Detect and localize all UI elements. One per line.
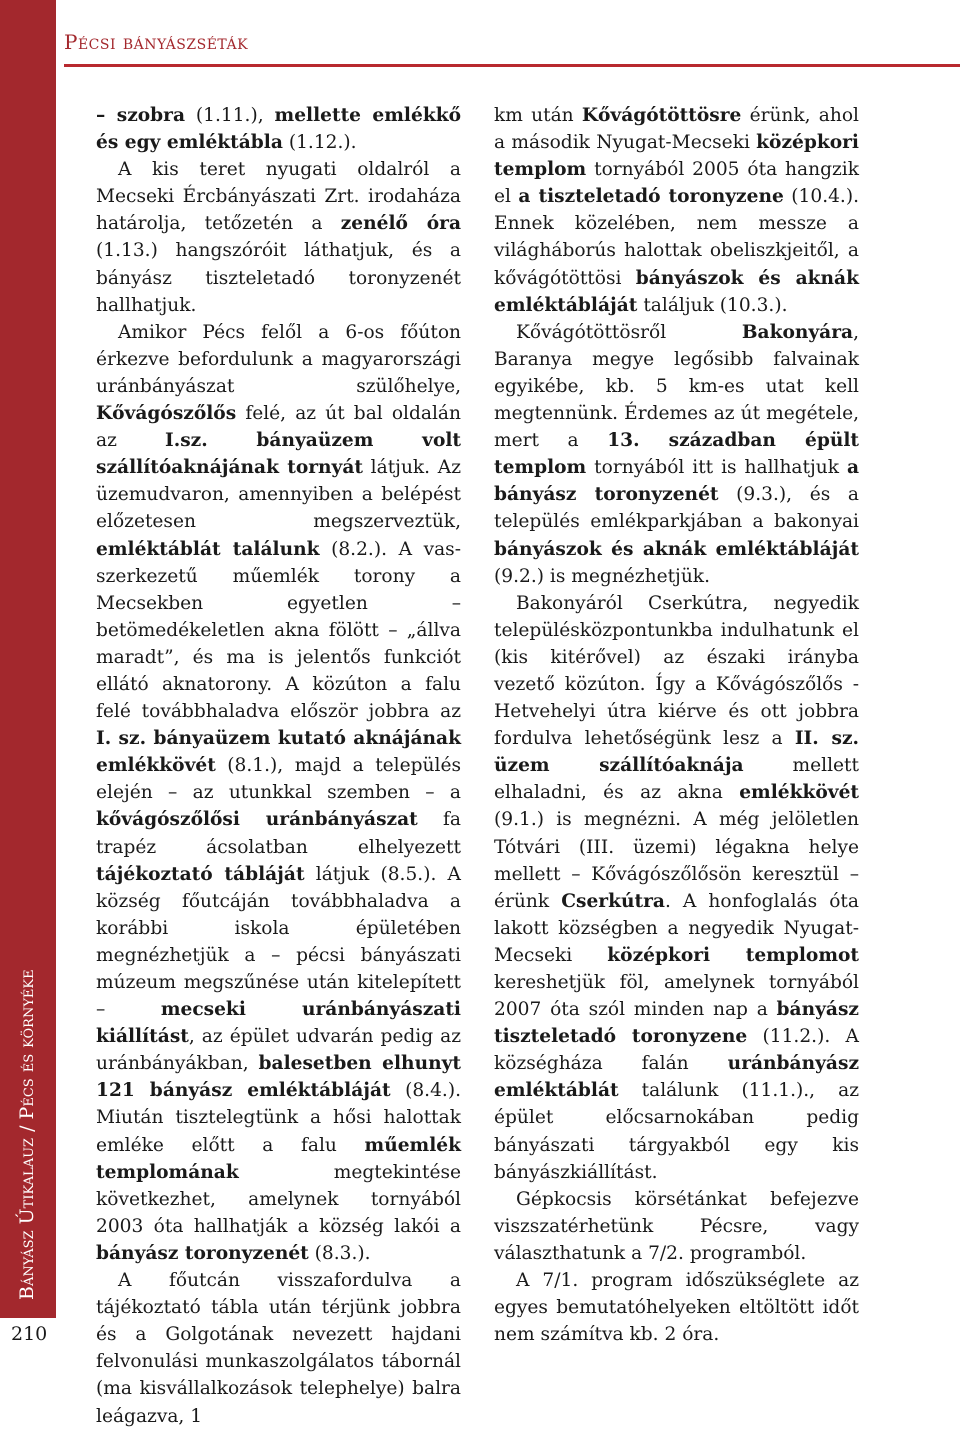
header-rule bbox=[64, 64, 960, 67]
text-run: (9.1.) is megnézni. A még jelöletlen Tótvári (III. üzemi) légakna helye mellett – Kővágószőlősön keresztül – érünk bbox=[494, 809, 859, 912]
bold-text: bányászok és aknák emléktábláját bbox=[494, 267, 859, 316]
paragraph bbox=[494, 590, 859, 1186]
text-run: Kővágótöttösről bbox=[516, 321, 742, 343]
text-run: (8.1.), majd a település elején – az utunkkal szemben – a bbox=[96, 755, 461, 804]
bold-text: a tiszteletadó toronyzene bbox=[518, 186, 784, 208]
text-run: látjuk. Az üzemudvaron, amennyiben a belépést előzetesen megszerveztük, bbox=[96, 457, 462, 533]
right-column bbox=[494, 102, 859, 1348]
text-run: (1.11.), bbox=[185, 105, 275, 126]
bold-text: mecseki uránbányászati kiállítást bbox=[96, 999, 461, 1048]
text-run: felé, az út bal oldalán az bbox=[96, 403, 461, 452]
bold-text: uránbányász emléktáblát bbox=[494, 1053, 859, 1102]
bold-text: a bányász toronyzenét bbox=[494, 457, 859, 506]
bold-text: tájékoztató tábláját bbox=[96, 863, 305, 885]
text-run: , Baranya megye legősibb falvainak egyikébe, kb. 5 km-es utat kell megtennünk. Érdemes az út megétele, mert a bbox=[494, 321, 859, 452]
sidebar-title: Bányász Útikalauz / Pécs és környéke bbox=[16, 969, 38, 1300]
bold-text: I.sz. bányaüzem volt szállítóaknájának tornyát bbox=[96, 430, 462, 479]
paragraph bbox=[96, 156, 461, 319]
bold-text: Bakonyára bbox=[741, 321, 854, 343]
text-run: mellett elhaladni, és az akna bbox=[494, 755, 859, 804]
left-column bbox=[96, 102, 461, 1430]
paragraph bbox=[96, 319, 461, 1267]
bold-text: balesetben elhunyt 121 bányász emléktábláját bbox=[96, 1053, 461, 1102]
text-run: Amikor Pécs felől a 6-os főúton érkezve befordulunk a magyarországi uránbányászat szülőhelye, bbox=[96, 321, 461, 397]
text-run: (11.2.). A községháza falán bbox=[494, 1026, 859, 1075]
text-run: tornyából itt is hallhatjuk bbox=[586, 457, 847, 479]
bold-text: műemlék templomának bbox=[96, 1134, 461, 1183]
bold-text: középkori templom bbox=[494, 132, 859, 181]
paragraph bbox=[494, 319, 859, 590]
paragraph bbox=[494, 1186, 859, 1267]
text-run: megtekintése következhet, amelynek tornyából 2003 óta hallhatják a község lakói a bbox=[96, 1161, 461, 1237]
bold-text: Cserkútra bbox=[561, 890, 665, 912]
text-run: Bakonyáról Cserkútra, negyedik településközpontunkba indulhatunk el (kis kitérővel) az északi irányba vezető közúton. Így a Kővágószőlős - Hetvehelyi útra kiérve és ott jobbra fordulva lehetőségünk lesz a bbox=[494, 592, 859, 750]
bold-text: középkori templomot bbox=[607, 944, 859, 966]
text-run: tornyából 2005 óta hangzik el bbox=[494, 159, 859, 208]
text-run: A 7/1. program időszükséglete az egyes bemutatóhelyeken eltöltött időt nem számítva kb. 2 óra. bbox=[494, 1270, 859, 1346]
bold-text: bányászok és aknák emléktábláját bbox=[494, 538, 859, 560]
text-run: találjuk (10.3.). bbox=[637, 294, 788, 316]
page-number: 210 bbox=[11, 1323, 48, 1345]
text-run: A főutcán visszafordulva a tájékoztató tábla után térjünk jobbra és a Golgotának nevezett hajdani felvonulási munkaszolgálatos tábornál (ma kisvállalkozások telephelye) balra leágazva, 1 bbox=[96, 1270, 461, 1427]
bold-text: II. sz. üzem szállítóaknája bbox=[494, 728, 860, 777]
bold-text: bányász toronyzenét bbox=[96, 1242, 309, 1264]
bold-text: bányász tiszteletadó toronyzene bbox=[494, 999, 859, 1048]
text-run: látjuk (8.5.). A község főutcáján továbbhaladva a korábbi iskola épületében megnézhetjük a – pécsi bányászati múzeum megszűnése után kitelepített – bbox=[96, 863, 461, 1021]
text-run: fa trapéz ácsolatban elhelyezett bbox=[96, 809, 461, 858]
text-run: (8.3.). bbox=[308, 1242, 371, 1264]
paragraph bbox=[494, 102, 859, 319]
bold-text: 13. században épült templom bbox=[494, 430, 860, 479]
text-run: , az épület udvarán pedig az uránbányákban, bbox=[96, 1026, 461, 1075]
bold-text: Kővágótöttösre bbox=[581, 105, 742, 126]
text-run: (9.2.) is megnézhetjük. bbox=[494, 565, 710, 587]
text-run: (8.2.). A vas-szerkezetű műemlék torony a Mecsekben egyetlen – betömedékeletlen akna fölött – „állva maradt”, és ma is jelentős funkciót ellátó aknatorony. A közúton a falu felé továbbhaladva először jobbra az bbox=[96, 538, 461, 723]
text-run: (9.3.), és a település emlékparkjában a bakonyai bbox=[494, 484, 859, 533]
bold-text: emléktáblát találunk bbox=[96, 538, 320, 560]
paragraph bbox=[494, 1267, 859, 1348]
paragraph bbox=[96, 1267, 461, 1430]
text-run: (1.13.) hangszóróit láthatjuk, és a bányász tiszteletadó toronyzenét hallhatjuk. bbox=[96, 240, 461, 316]
text-run: (8.4.). Miután tisztelegtünk a hősi halottak emléke előtt a falu bbox=[96, 1080, 461, 1156]
bold-text: Kővágószőlős bbox=[96, 403, 237, 425]
text-run: Gépkocsis körsétánkat befejezve viszszatérhetünk Pécsre, vagy választhatunk a 7/2. programból. bbox=[494, 1188, 859, 1264]
bold-text: kővágószőlősi uránbányászat bbox=[96, 809, 418, 831]
text-run: kereshetjük föl, amelynek tornyából 2007 óta szól minden nap a bbox=[494, 972, 859, 1021]
bold-text: I. sz. bányaüzem kutató aknájának emlékkövét bbox=[96, 728, 461, 777]
running-header: Pécsi bányászséták bbox=[64, 30, 249, 54]
text-run: (10.4.). Ennek közelében, nem messze a világháborús halottak obeliszkjeitől, a kővágótöttösi bbox=[494, 186, 860, 289]
text-run: (1.12.). bbox=[282, 132, 357, 154]
text-run: A kis teret nyugati oldalról a Mecseki Ércbányászati Zrt. irodaháza határolja, tetőzetén a bbox=[96, 159, 461, 235]
bold-text: zenélő óra bbox=[340, 213, 462, 235]
bold-text: emlékkövét bbox=[739, 782, 859, 804]
text-run: találunk (11.1.)., az épület előcsarnokában pedig bányászati tárgyakból egy kis bányászkiállítást. bbox=[494, 1080, 859, 1183]
text-run: km után bbox=[494, 105, 582, 126]
text-run: . A honfoglalás óta lakott községben a negyedik Nyugat-Mecseki bbox=[494, 890, 859, 966]
bold-text: mellette emlékkő és egy emléktábla bbox=[96, 105, 461, 154]
paragraph bbox=[96, 102, 461, 156]
text-run: érünk, ahol a második Nyugat-Mecseki bbox=[494, 105, 860, 154]
bold-text: – szobra bbox=[96, 105, 186, 126]
